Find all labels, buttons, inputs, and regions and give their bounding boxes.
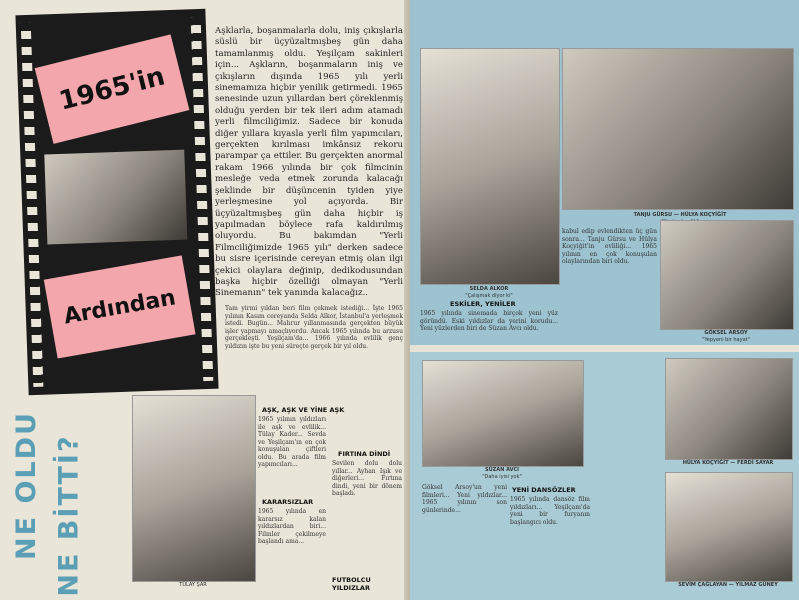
selda-caption: SELDA ALKOR <box>469 286 509 292</box>
section-ask-heading: AŞK, AŞK VE YİNE AŞK <box>262 406 345 414</box>
section-firtina-text: Sevilen dolu dolu yıllar... Ayhan Işık ve diğerleri... Fırtına dindi, yeni bir dönem başladı. <box>332 460 402 497</box>
sevim-caption: SEVİM ÇAĞLAYAN — YILMAZ GÜNEY <box>678 582 778 588</box>
section-eskiler-heading: ESKİLER, YENİLER <box>450 300 516 308</box>
section-dansozler-heading: YENİ DANSÖZLER <box>512 486 576 494</box>
film-strip <box>15 9 218 395</box>
section-ask-text: 1965 yılının yıldızları ile aşk ve evlilik... Tülay Kader... Sevda ve Yeşilçam'ın en çok konuşulan çiftleri oldu. Bu arada film yapımcıları... <box>258 416 326 468</box>
section-dansozler-text: 1965 yılında dansöz film yıldızları... Yeşilçam'da yeni bir furyanın başlangıcı oldu. <box>510 496 590 526</box>
goksel-caption: GÖKSEL ARSOY <box>704 330 748 336</box>
section-firtina-heading: FIRTINA DİNDİ <box>338 450 391 458</box>
right-page <box>410 0 799 600</box>
goksel-quote: "Yepyeni bir hayat" <box>702 337 750 343</box>
vertical-title-1: NE OLDU <box>10 411 42 560</box>
tulay-photo <box>132 395 256 582</box>
tanju-caption: TANJU GÜRSU — HÜLYA KOÇYİĞİT <box>633 212 727 218</box>
sevim-yilmaz-photo <box>665 472 793 582</box>
pair-photo <box>665 358 793 460</box>
section-kararsizlar-text: 1965 yılında en kararsız kalan yıldızlardan biri... Filmler çekilmeye başlandı ama... <box>258 508 326 545</box>
section-eskiler-text: 1965 yılında sinemada birçok yeni yüz göründü. Eski yıldızlar da yerini korudu... Yeni yüzlerden biri de Süzan Avcı oldu. <box>420 310 558 332</box>
lower-left-text: Göksel Arsoy'un yeni filmleri... Yeni yıldızlar... 1965 yılının son günlerinde... <box>422 484 507 514</box>
tulay-caption: TÜLAY ŞAR <box>179 582 207 588</box>
body-text: Tam yirmi yıldan beri film çekmek istediği... İşte 1965 yılının Kasım cereyanda Selda Alkor, İstanbul'a yerleşmek istedi. Bugün... Mahrur yıllanmasında gerçekten büyük işler yapmayı amaçlıyordu. Ancak 1965 yılında bu arzusu gerçekleşti. Yeşilçam'da... 1966 yılında evlilik genç yıldızın işte bu yeni süreçte gerçek bir yıl oldu. <box>225 305 403 350</box>
vertical-title-2: NE BİTTİ? <box>53 434 85 597</box>
film-title-bottom: Ardından <box>44 255 196 358</box>
pair-caption: HÜLYA KOÇYİĞİT — FERDİ SAYAR <box>682 460 774 466</box>
suzan-photo <box>422 360 584 467</box>
film-title-top: 1965'in <box>35 34 190 144</box>
section-futbolcu-heading: FUTBOLCU YILDIZLAR <box>332 576 371 592</box>
section-kararsizlar-heading: KARARSIZLAR <box>262 498 314 506</box>
actress-portrait-photo <box>44 150 187 245</box>
tanju-hulya-photo <box>562 48 794 210</box>
right-column-text: kabul edip evlendikten üç gün sonra... Tanju Gürsu ve Hülya Koçyiğit'in evliliği... 1965 yılının en çok konuşulan olaylarından biri oldu. <box>562 228 657 265</box>
selda-quote: "Çalışmak diyor ki" <box>465 293 513 299</box>
intro-text: Aşklarla, boşanmalarla dolu, iniş çıkışlarla süslü bir üçyüzaltmışbeş gün daha tamamlanmış oldu. Yeşilçam sakinleri için... Aşkların, boşanmaların iniş ve çıkışların dışında 1965 yılı yerli sinemamıza hiçbir yenilik getirmedi. 1965 senesinde uzun yıllardan beri çöreklenmiş olduğu yerden bir tek ileri adım atamadı yerli filmciliğimiz. Sadece bir konuda diğer yıllara kıyasla yerli film yapımcıları, gerçekten kırılması imkânsız rekoru parampar ça ettiler. Bu gerçekten anormal rakam 1966 yılında bir çok filmcinin mesleğe veda etmek zorunda kalacağı şeklinde bir düşüncenin tyiden yiye yerleşmesine yol açıyorda. Bir üçyüzaltmışbeş gün daha hiçbir iş yapılmadan böylece rafa kaldırılmış oluyordu. Bu bakımdan "Yerli Filmciliğimizde 1965 yılı" derken sadece bu sisre içerisinde cereyan etmiş olan ilgi çekici olaylara değinip, dedikodusundan başka hiçbir özelliği olmayan "Yerli Sinemanın" tek yanında kalacağız.. <box>215 26 403 299</box>
suzan-caption: SÜZAN AVCI <box>484 467 519 473</box>
selda-photo <box>420 48 560 285</box>
goksel-photo <box>660 220 794 330</box>
suzan-quote: "Daha iyisi yok" <box>482 474 522 480</box>
